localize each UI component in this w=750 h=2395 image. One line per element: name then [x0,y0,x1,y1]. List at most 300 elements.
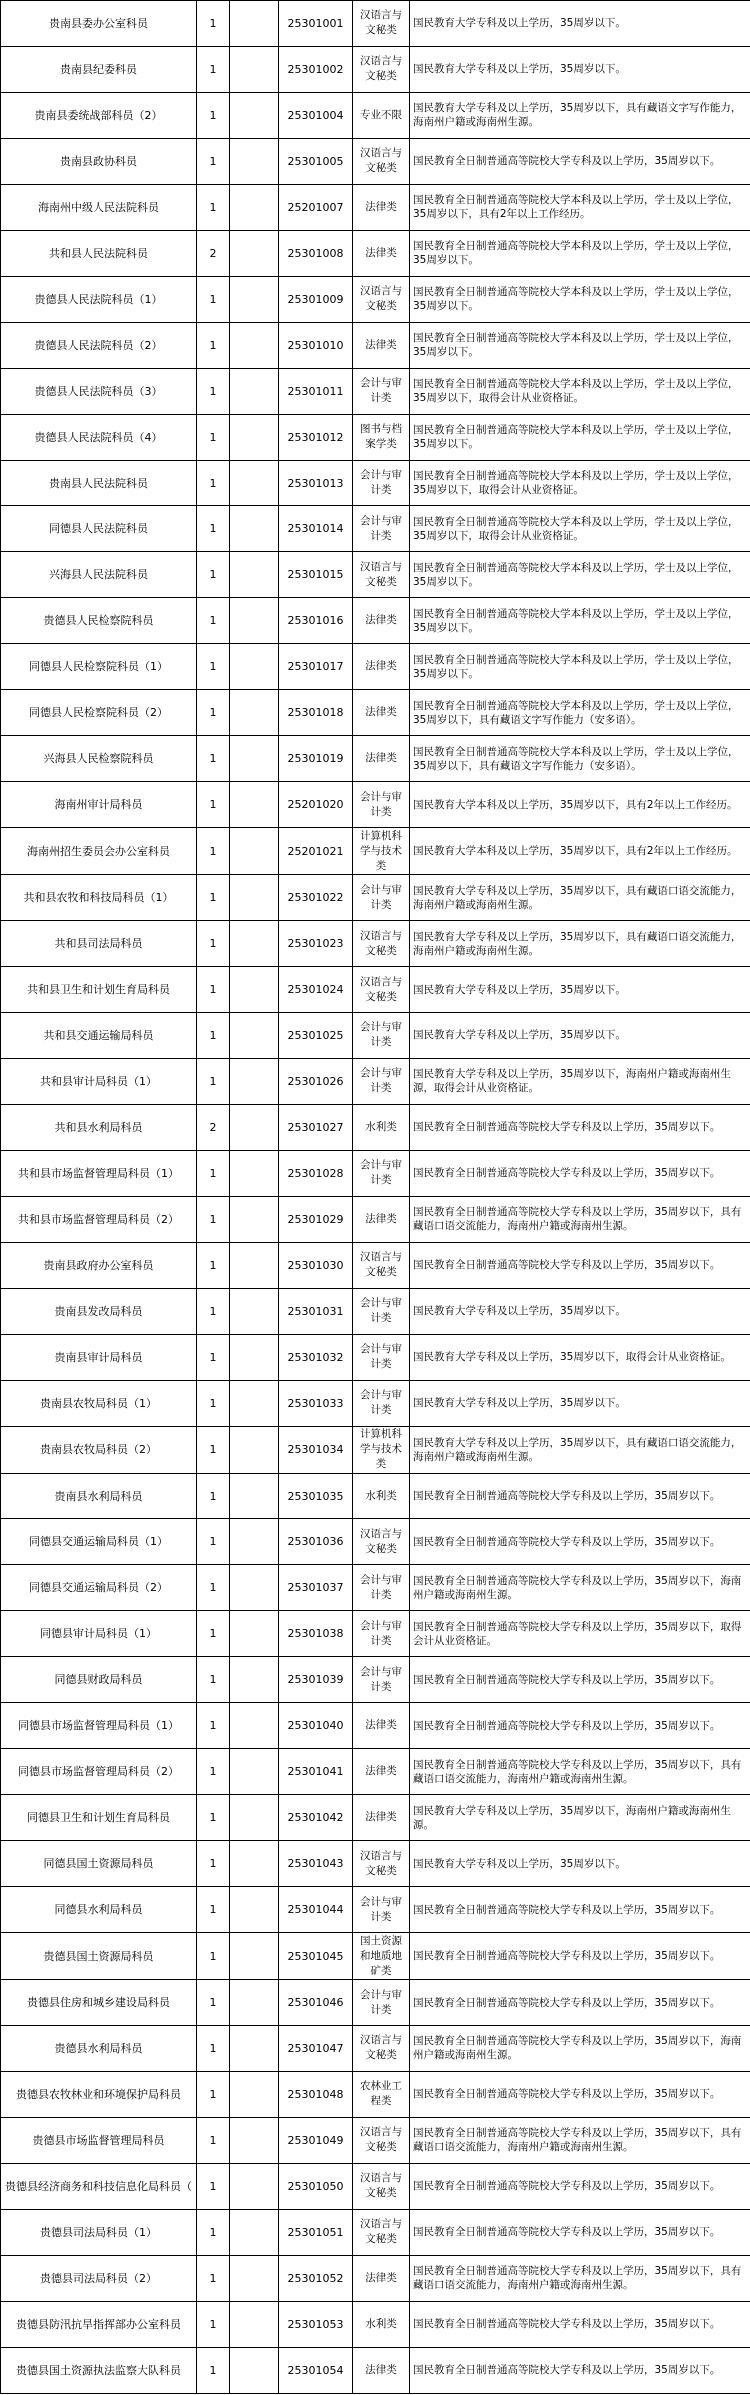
major-cell: 汉语言与文秘类 [353,552,410,598]
requirement-cell: 国民教育大学专科及以上学历，35周岁以下。 [410,1012,750,1058]
requirement-cell: 国民教育大学专科及以上学历，35周岁以下。 [410,1288,750,1334]
table-row [1,414,750,460]
count-cell: 1 [197,1657,230,1703]
table-row [1,1473,750,1519]
major-cell: 汉语言与文秘类 [353,1242,410,1288]
count-cell: 1 [197,1012,230,1058]
major-cell: 法律类 [353,2255,410,2301]
table-row [1,1657,750,1703]
empty-cell [230,1519,279,1565]
position-cell: 同德县人民法院科员 [1,506,197,552]
requirement-cell: 国民教育大学专科及以上学历，35周岁以下，具有藏语口语交流能力，海南州户籍或海南州生源。 [410,875,750,921]
empty-cell [230,1841,279,1887]
empty-cell [230,1380,279,1426]
table-row [1,1,750,47]
major-cell: 汉语言与文秘类 [353,1,410,47]
code-cell: 25301023 [279,921,353,967]
code-cell: 25301011 [279,368,353,414]
empty-cell [230,1473,279,1519]
code-cell: 25301032 [279,1334,353,1380]
empty-cell [230,2255,279,2301]
position-cell: 贵德县人民法院科员（4） [1,414,197,460]
table-row [1,828,750,875]
count-cell: 1 [197,1473,230,1519]
count-cell: 1 [197,736,230,782]
code-cell: 25301035 [279,1473,353,1519]
count-cell: 1 [197,1426,230,1473]
major-cell: 会计与审计类 [353,368,410,414]
code-cell: 25301040 [279,1703,353,1749]
count-cell: 2 [197,1104,230,1150]
requirement-cell: 国民教育大学专科及以上学历，35周岁以下。 [410,1,750,47]
empty-cell [230,2301,279,2347]
major-cell: 法律类 [353,1749,410,1795]
requirement-cell: 国民教育全日制普通高等院校大学本科及以上学历，学士及以上学位，35周岁以下，取得会计从业资格证。 [410,506,750,552]
empty-cell [230,1657,279,1703]
code-cell: 25201020 [279,782,353,828]
empty-cell [230,1980,279,2026]
code-cell: 25301024 [279,967,353,1013]
table-row [1,1749,750,1795]
count-cell: 1 [197,552,230,598]
code-cell: 25301031 [279,1288,353,1334]
major-cell: 专业不限 [353,92,410,138]
empty-cell [230,2071,279,2117]
major-cell: 法律类 [353,230,410,276]
major-cell: 法律类 [353,2347,410,2393]
count-cell: 1 [197,1,230,47]
requirement-cell: 国民教育全日制普通高等院校大学本科及以上学历，学士及以上学位，35周岁以下，具有藏语文字写作能力（安多语）。 [410,736,750,782]
count-cell: 1 [197,1611,230,1657]
table-row [1,1196,750,1242]
major-cell: 农林业工程类 [353,2071,410,2117]
major-cell: 汉语言与文秘类 [353,1841,410,1887]
count-cell: 1 [197,184,230,230]
position-cell: 共和县市场监督管理局科员（1） [1,1150,197,1196]
count-cell: 1 [197,1288,230,1334]
position-cell: 贵南县委统战部科员（2） [1,92,197,138]
table-row [1,1703,750,1749]
code-cell: 25301022 [279,875,353,921]
code-cell: 25301009 [279,276,353,322]
table-row [1,2347,750,2393]
position-cell: 共和县市场监督管理局科员（2） [1,1196,197,1242]
count-cell: 1 [197,1196,230,1242]
position-cell: 同德县审计局科员（1） [1,1611,197,1657]
position-cell: 贵德县农牧林业和环境保护局科员 [1,2071,197,2117]
requirement-cell: 国民教育全日制普通高等院校大学本科及以上学历，学士及以上学位，35周岁以下。 [410,276,750,322]
position-cell: 贵南县农牧局科员（2） [1,1426,197,1473]
empty-cell [230,1795,279,1841]
position-cell: 贵德县人民法院科员（2） [1,322,197,368]
count-cell: 1 [197,828,230,875]
empty-cell [230,92,279,138]
requirement-cell: 国民教育全日制普通高等院校大学专科及以上学历，35周岁以下。 [410,1150,750,1196]
table-row [1,276,750,322]
table-row [1,2117,750,2163]
requirement-cell: 国民教育全日制普通高等院校大学本科及以上学历，学士及以上学位，35周岁以下。 [410,598,750,644]
position-cell: 贵德县人民法院科员（3） [1,368,197,414]
requirement-cell: 国民教育全日制普通高等院校大学专科及以上学历，35周岁以下，具有藏语口语交流能力，海南州户籍或海南州生源。 [410,1749,750,1795]
code-cell: 25301016 [279,598,353,644]
table-row [1,1380,750,1426]
major-cell: 计算机科学与技术类 [353,1426,410,1473]
position-cell: 贵德县司法局科员（2） [1,2255,197,2301]
empty-cell [230,1565,279,1611]
count-cell: 1 [197,2347,230,2393]
position-cell: 同德县国土资源局科员 [1,1841,197,1887]
table-row [1,967,750,1013]
position-cell: 同德县水利局科员 [1,1887,197,1933]
count-cell: 1 [197,322,230,368]
count-cell: 1 [197,921,230,967]
major-cell: 会计与审计类 [353,1012,410,1058]
count-cell: 1 [197,2025,230,2071]
major-cell: 图书与档案学类 [353,414,410,460]
position-cell: 贵德县市场监督管理局科员 [1,2117,197,2163]
count-cell: 1 [197,967,230,1013]
code-cell: 25301051 [279,2209,353,2255]
count-cell: 1 [197,1795,230,1841]
major-cell: 会计与审计类 [353,1058,410,1104]
table-row [1,1519,750,1565]
major-cell: 法律类 [353,690,410,736]
position-cell: 兴海县人民检察院科员 [1,736,197,782]
empty-cell [230,2347,279,2393]
code-cell: 25301029 [279,1196,353,1242]
empty-cell [230,1749,279,1795]
requirement-cell: 国民教育全日制普通高等院校大学专科及以上学历，35周岁以下。 [410,1933,750,1980]
empty-cell [230,1426,279,1473]
requirement-cell: 国民教育全日制普通高等院校大学专科及以上学历，35周岁以下。 [410,1657,750,1703]
requirement-cell: 国民教育全日制普通高等院校大学专科及以上学历，35周岁以下，具有藏语口语交流能力，海南州户籍或海南州生源。 [410,1196,750,1242]
count-cell: 1 [197,1749,230,1795]
requirement-cell: 国民教育全日制普通高等院校大学专科及以上学历，35周岁以下。 [410,2301,750,2347]
table-row [1,230,750,276]
position-cell: 贵德县经济商务和科技信息化局科员（ [1,2163,197,2209]
requirement-cell: 国民教育全日制普通高等院校大学本科及以上学历，学士及以上学位，35周岁以下，取得会计从业资格证。 [410,368,750,414]
major-cell: 会计与审计类 [353,1611,410,1657]
requirement-cell: 国民教育全日制普通高等院校大学本科及以上学历，学士及以上学位，35周岁以下，具有2年以上工作经历。 [410,184,750,230]
major-cell: 会计与审计类 [353,1380,410,1426]
table-row [1,1150,750,1196]
table-row [1,368,750,414]
position-cell: 贵德县水利局科员 [1,2025,197,2071]
position-cell: 贵南县政府办公室科员 [1,1242,197,1288]
code-cell: 25301041 [279,1749,353,1795]
requirement-cell: 国民教育全日制普通高等院校大学专科及以上学历，35周岁以下。 [410,1473,750,1519]
position-cell: 共和县人民法院科员 [1,230,197,276]
requirement-cell: 国民教育全日制普通高等院校大学专科及以上学历，35周岁以下。 [410,138,750,184]
code-cell: 25301027 [279,1104,353,1150]
position-cell: 海南州审计局科员 [1,782,197,828]
code-cell: 25301043 [279,1841,353,1887]
position-cell: 贵德县国土资源局科员 [1,1933,197,1980]
requirement-cell: 国民教育全日制普通高等院校大学本科及以上学历，学士及以上学位，35周岁以下，取得会计从业资格证。 [410,460,750,506]
empty-cell [230,368,279,414]
requirement-cell: 国民教育全日制普通高等院校大学专科及以上学历，35周岁以下。 [410,1703,750,1749]
table-row [1,1288,750,1334]
count-cell: 1 [197,460,230,506]
code-cell: 25301019 [279,736,353,782]
requirement-cell: 国民教育全日制普通高等院校大学本科及以上学历，学士及以上学位，35周岁以下。 [410,230,750,276]
major-cell: 汉语言与文秘类 [353,967,410,1013]
code-cell: 25301049 [279,2117,353,2163]
table-row [1,1611,750,1657]
count-cell: 1 [197,46,230,92]
requirement-cell: 国民教育全日制普通高等院校大学专科及以上学历，35周岁以下。 [410,1980,750,2026]
code-cell: 25301036 [279,1519,353,1565]
count-cell: 1 [197,644,230,690]
count-cell: 1 [197,2301,230,2347]
empty-cell [230,1288,279,1334]
major-cell: 法律类 [353,644,410,690]
table-row [1,46,750,92]
table-row [1,322,750,368]
major-cell: 会计与审计类 [353,1334,410,1380]
count-cell: 1 [197,138,230,184]
position-cell: 贵南县水利局科员 [1,1473,197,1519]
count-cell: 1 [197,368,230,414]
count-cell: 1 [197,1933,230,1980]
empty-cell [230,138,279,184]
requirement-cell: 国民教育大学专科及以上学历，35周岁以下。 [410,1841,750,1887]
code-cell: 25301004 [279,92,353,138]
table-row [1,1565,750,1611]
count-cell: 1 [197,1841,230,1887]
major-cell: 计算机科学与技术类 [353,828,410,875]
major-cell: 汉语言与文秘类 [353,2209,410,2255]
major-cell: 汉语言与文秘类 [353,1519,410,1565]
empty-cell [230,782,279,828]
requirement-cell: 国民教育全日制普通高等院校大学专科及以上学历，35周岁以下。 [410,1887,750,1933]
requirement-cell: 国民教育全日制普通高等院校大学专科及以上学历，35周岁以下。 [410,2347,750,2393]
requirement-cell: 国民教育全日制普通高等院校大学专科及以上学历，35周岁以下，具有藏语口语交流能力，海南州户籍或海南州生源。 [410,2117,750,2163]
code-cell: 25301018 [279,690,353,736]
table-row [1,1795,750,1841]
code-cell: 25301002 [279,46,353,92]
position-cell: 贵南县政协科员 [1,138,197,184]
count-cell: 2 [197,230,230,276]
count-cell: 1 [197,92,230,138]
table-row [1,1980,750,2026]
empty-cell [230,1150,279,1196]
table-row [1,1334,750,1380]
table-row [1,2301,750,2347]
code-cell: 25301037 [279,1565,353,1611]
requirement-cell: 国民教育全日制普通高等院校大学本科及以上学历，学士及以上学位，35周岁以下。 [410,644,750,690]
empty-cell [230,184,279,230]
major-cell: 会计与审计类 [353,1980,410,2026]
requirement-cell: 国民教育大学专科及以上学历，35周岁以下，海南州户籍或海南州生源。 [410,1795,750,1841]
position-cell: 贵南县农牧局科员（1） [1,1380,197,1426]
position-cell: 同德县市场监督管理局科员（2） [1,1749,197,1795]
position-cell: 贵德县防汛抗旱指挥部办公室科员 [1,2301,197,2347]
table-row [1,1104,750,1150]
count-cell: 1 [197,1519,230,1565]
empty-cell [230,1334,279,1380]
position-cell: 同德县人民检察院科员（2） [1,690,197,736]
empty-cell [230,736,279,782]
code-cell: 25301008 [279,230,353,276]
table-row [1,506,750,552]
empty-cell [230,1,279,47]
empty-cell [230,1933,279,1980]
major-cell: 会计与审计类 [353,1657,410,1703]
code-cell: 25301054 [279,2347,353,2393]
code-cell: 25301001 [279,1,353,47]
major-cell: 会计与审计类 [353,460,410,506]
empty-cell [230,46,279,92]
code-cell: 25301052 [279,2255,353,2301]
table-row [1,2071,750,2117]
count-cell: 1 [197,1058,230,1104]
code-cell: 25301045 [279,1933,353,1980]
code-cell: 25301046 [279,1980,353,2026]
major-cell: 国土资源和地质地矿类 [353,1933,410,1980]
table-row [1,2255,750,2301]
major-cell: 水利类 [353,2301,410,2347]
major-cell: 汉语言与文秘类 [353,138,410,184]
major-cell: 汉语言与文秘类 [353,921,410,967]
position-cell: 贵南县发改局科员 [1,1288,197,1334]
position-cell: 贵德县国土资源执法监察大队科员 [1,2347,197,2393]
empty-cell [230,276,279,322]
requirement-cell: 国民教育大学专科及以上学历，35周岁以下，海南州户籍或海南州生源，取得会计从业资格证。 [410,1058,750,1104]
empty-cell [230,598,279,644]
count-cell: 1 [197,1380,230,1426]
requirement-cell: 国民教育大学专科及以上学历，35周岁以下，具有藏语文字写作能力，海南州户籍或海南州生源。 [410,92,750,138]
position-cell: 共和县农牧和科技局科员（1） [1,875,197,921]
requirement-cell: 国民教育全日制普通高等院校大学专科及以上学历，35周岁以下。 [410,1104,750,1150]
empty-cell [230,1887,279,1933]
requirement-cell: 国民教育全日制普通高等院校大学专科及以上学历，35周岁以下。 [410,2163,750,2209]
count-cell: 1 [197,2163,230,2209]
major-cell: 汉语言与文秘类 [353,2163,410,2209]
table-row [1,1426,750,1473]
requirement-cell: 国民教育全日制普通高等院校大学专科及以上学历，35周岁以下，海南州户籍或海南州生源。 [410,2025,750,2071]
empty-cell [230,2209,279,2255]
major-cell: 汉语言与文秘类 [353,2117,410,2163]
requirement-cell: 国民教育大学专科及以上学历，35周岁以下，具有藏语口语交流能力，海南州户籍或海南州生源。 [410,921,750,967]
requirement-cell: 国民教育全日制普通高等院校大学专科及以上学历，35周岁以下，取得会计从业资格证。 [410,1611,750,1657]
code-cell: 25301005 [279,138,353,184]
count-cell: 1 [197,1887,230,1933]
table-row [1,1058,750,1104]
major-cell: 法律类 [353,322,410,368]
position-cell: 同德县卫生和计划生育局科员 [1,1795,197,1841]
position-cell: 贵南县审计局科员 [1,1334,197,1380]
code-cell: 25201021 [279,828,353,875]
requirement-cell: 国民教育全日制普通高等院校大学专科及以上学历，35周岁以下。 [410,2071,750,2117]
code-cell: 25301053 [279,2301,353,2347]
code-cell: 25301013 [279,460,353,506]
code-cell: 25301015 [279,552,353,598]
position-cell: 贵南县委办公室科员 [1,1,197,47]
requirement-cell: 国民教育大学专科及以上学历，35周岁以下。 [410,46,750,92]
count-cell: 1 [197,875,230,921]
major-cell: 会计与审计类 [353,1565,410,1611]
count-cell: 1 [197,598,230,644]
code-cell: 25301038 [279,1611,353,1657]
table-row [1,690,750,736]
requirement-cell: 国民教育全日制普通高等院校大学专科及以上学历，35周岁以下，具有藏语口语交流能力，海南州户籍或海南州生源。 [410,2255,750,2301]
table-row [1,782,750,828]
count-cell: 1 [197,414,230,460]
major-cell: 法律类 [353,598,410,644]
position-cell: 同德县交通运输局科员（1） [1,1519,197,1565]
count-cell: 1 [197,2117,230,2163]
code-cell: 25301028 [279,1150,353,1196]
table-row [1,1841,750,1887]
table-row [1,736,750,782]
position-cell: 同德县交通运输局科员（2） [1,1565,197,1611]
requirement-cell: 国民教育大学本科及以上学历，35周岁以下，具有2年以上工作经历。 [410,782,750,828]
code-cell: 25301039 [279,1657,353,1703]
empty-cell [230,644,279,690]
code-cell: 25301042 [279,1795,353,1841]
position-cell: 贵德县人民检察院科员 [1,598,197,644]
empty-cell [230,2163,279,2209]
position-cell: 兴海县人民法院科员 [1,552,197,598]
code-cell: 25301012 [279,414,353,460]
count-cell: 1 [197,1150,230,1196]
table-row [1,598,750,644]
requirement-cell: 国民教育大学专科及以上学历，35周岁以下。 [410,967,750,1013]
empty-cell [230,967,279,1013]
count-cell: 1 [197,782,230,828]
code-cell: 25301047 [279,2025,353,2071]
table-row [1,92,750,138]
requirement-cell: 国民教育全日制普通高等院校大学专科及以上学历，35周岁以下。 [410,1242,750,1288]
count-cell: 1 [197,2071,230,2117]
table-body [1,1,750,2394]
code-cell: 25301030 [279,1242,353,1288]
code-cell: 25301034 [279,1426,353,1473]
count-cell: 1 [197,1242,230,1288]
major-cell: 汉语言与文秘类 [353,46,410,92]
table-row [1,921,750,967]
major-cell: 会计与审计类 [353,506,410,552]
position-cell: 贵德县人民法院科员（1） [1,276,197,322]
major-cell: 法律类 [353,736,410,782]
empty-cell [230,460,279,506]
major-cell: 水利类 [353,1473,410,1519]
empty-cell [230,230,279,276]
empty-cell [230,1703,279,1749]
empty-cell [230,828,279,875]
code-cell: 25301050 [279,2163,353,2209]
requirement-cell: 国民教育全日制普通高等院校大学本科及以上学历，学士及以上学位，35周岁以下，具有藏语文字写作能力（安多语）。 [410,690,750,736]
position-cell: 共和县交通运输局科员 [1,1012,197,1058]
major-cell: 汉语言与文秘类 [353,2025,410,2071]
table-row [1,2025,750,2071]
requirement-cell: 国民教育大学专科及以上学历，35周岁以下，具有藏语口语交流能力，海南州户籍或海南州生源。 [410,1426,750,1473]
major-cell: 会计与审计类 [353,1150,410,1196]
major-cell: 会计与审计类 [353,1288,410,1334]
major-cell: 汉语言与文秘类 [353,276,410,322]
requirement-cell: 国民教育全日制普通高等院校大学专科及以上学历，35周岁以下，海南州户籍或海南州生源。 [410,1565,750,1611]
requirement-cell: 国民教育全日制普通高等院校大学本科及以上学历，学士及以上学位，35周岁以下。 [410,414,750,460]
table-row [1,2163,750,2209]
empty-cell [230,322,279,368]
empty-cell [230,1242,279,1288]
count-cell: 1 [197,2209,230,2255]
empty-cell [230,1611,279,1657]
table-row [1,1933,750,1980]
position-cell: 同德县市场监督管理局科员（1） [1,1703,197,1749]
requirement-cell: 国民教育全日制普通高等院校大学专科及以上学历，35周岁以下。 [410,1519,750,1565]
